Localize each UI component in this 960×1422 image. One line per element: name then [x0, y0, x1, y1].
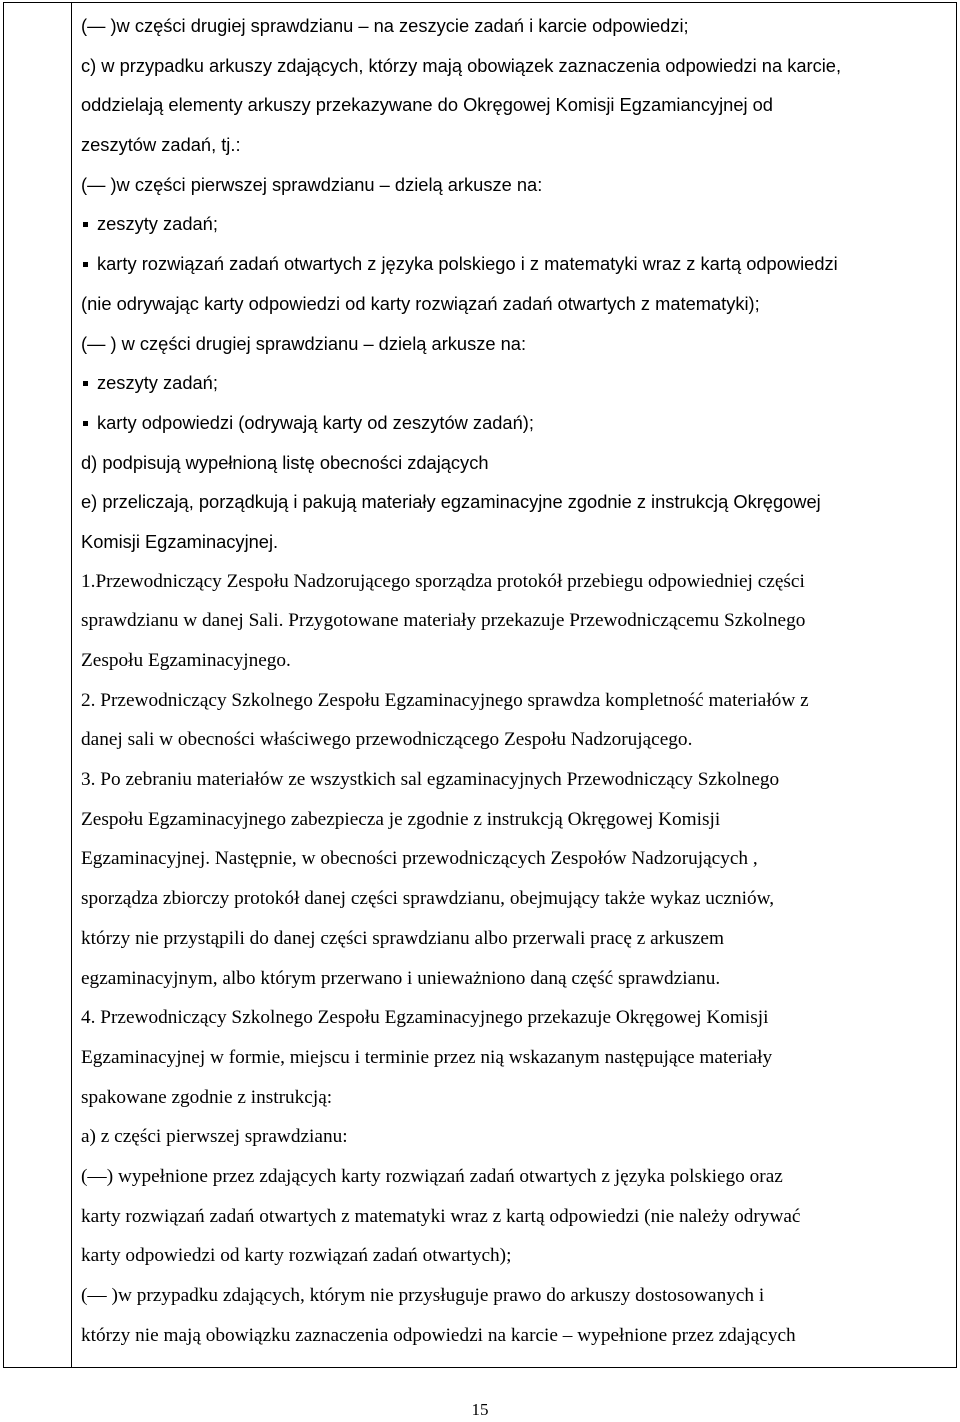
line-text: (— )w części pierwszej sprawdzianu – dzielą arkusze na:	[81, 173, 543, 195]
text-line	[81, 720, 953, 760]
text-line	[81, 681, 953, 721]
text-line	[81, 800, 953, 840]
line-text: (—) wypełnione przez zdających karty rozwiązań zadań otwartych z języka polskiego oraz	[81, 1165, 783, 1187]
line-text: 3. Po zebraniu materiałów ze wszystkich sal egzaminacyjnych Przewodniczący Szkolnego	[81, 769, 780, 791]
square-bullet-icon	[83, 262, 88, 267]
line-text: Komisji Egzaminacyjnej.	[81, 530, 279, 552]
square-bullet-icon	[83, 381, 88, 386]
page-number: 15	[471, 1400, 489, 1419]
text-line	[81, 1078, 953, 1118]
line-text: oddzielają elementy arkuszy przekazywane do Okręgowej Komisji Egzamiancyjnej od	[81, 94, 773, 116]
text-line	[81, 1157, 953, 1197]
line-text: d) podpisują wypełnioną listę obecności zdających	[81, 451, 489, 473]
line-text: danej sali w obecności właściwego przewodniczącego Zespołu Nadzorującego.	[81, 729, 693, 751]
text-line	[81, 284, 953, 324]
text-line	[81, 1276, 953, 1316]
line-text: którzy nie mają obowiązku zaznaczenia odpowiedzi na karcie – wypełnione przez zdających	[81, 1324, 796, 1346]
line-text: c) w przypadku arkuszy zdających, którzy mają obowiązek zaznaczenia odpowiedzi na karcie,	[81, 54, 842, 76]
line-text: zeszytów zadań, tj.:	[81, 134, 241, 156]
line-text: zeszyty zadań;	[97, 372, 218, 394]
left-margin-column	[4, 3, 72, 1367]
text-line	[81, 482, 953, 522]
line-text: którzy nie przystąpili do danej części sprawdzianu albo przerwali pracę z arkuszem	[81, 927, 724, 949]
text-line	[81, 879, 953, 919]
line-text: 1.Przewodniczący Zespołu Nadzorującego sporządza protokół przebiegu odpowiedniej części	[81, 570, 805, 592]
text-line	[81, 85, 953, 125]
text-line	[81, 601, 953, 641]
line-text: 2. Przewodniczący Szkolnego Zespołu Egzaminacyjnego sprawdza kompletność materiałów z	[81, 689, 809, 711]
line-text: Zespołu Egzaminacyjnego zabezpiecza je zgodnie z instrukcją Okręgowej Komisji	[81, 808, 721, 830]
bullet-line	[81, 363, 953, 403]
line-text: karty odpowiedzi od karty rozwiązań zadań otwartych);	[81, 1245, 512, 1267]
text-line	[81, 324, 953, 364]
bullet-line	[81, 244, 953, 284]
text-line	[81, 562, 953, 602]
line-text: sporządza zbiorczy protokół danej części sprawdzianu, obejmujący także wykaz uczniów,	[81, 888, 775, 910]
text-line	[81, 522, 953, 562]
line-text: (— )w przypadku zdających, którym nie przysługuje prawo do arkuszy dostosowanych i	[81, 1285, 765, 1306]
text-line	[81, 1038, 953, 1078]
line-text: Zespołu Egzaminacyjnego.	[81, 650, 291, 671]
text-line	[81, 443, 953, 483]
text-line	[81, 760, 953, 800]
line-text: 4. Przewodniczący Szkolnego Zespołu Egzaminacyjnego przekazuje Okręgowej Komisji	[81, 1007, 769, 1029]
text-line	[81, 1117, 953, 1157]
text-line	[81, 165, 953, 205]
text-line	[81, 998, 953, 1038]
line-text: e) przeliczają, porządkują i pakują materiały egzaminacyjne zgodnie z instrukcją Okręgowej	[81, 491, 821, 513]
line-text: (— )w części drugiej sprawdzianu – na zeszycie zadań i karcie odpowiedzi;	[81, 15, 689, 36]
text-line	[81, 6, 953, 46]
bullet-line	[81, 204, 953, 244]
line-text: a) z części pierwszej sprawdzianu:	[81, 1126, 348, 1148]
text-line	[81, 1197, 953, 1237]
line-text: (— ) w części drugiej sprawdzianu – dzielą arkusze na:	[81, 332, 527, 354]
text-line	[81, 839, 953, 879]
text-line	[81, 641, 953, 681]
text-line	[81, 1316, 953, 1356]
text-line	[81, 959, 953, 999]
square-bullet-icon	[83, 222, 88, 227]
line-text: Egzaminacyjnej w formie, miejscu i terminie przez nią wskazanym następujące materiały	[81, 1046, 773, 1068]
text-line	[81, 125, 953, 165]
document-frame	[3, 2, 957, 1368]
text-line	[81, 46, 953, 86]
line-text: spakowane zgodnie z instrukcją:	[81, 1086, 333, 1108]
line-text: karty rozwiązań zadań otwartych z języka polskiego i z matematyki wraz z kartą odpowiedzi	[97, 253, 838, 275]
line-text: karty rozwiązań zadań otwartych z matematyki wraz z kartą odpowiedzi (nie należy odrywać	[81, 1205, 801, 1227]
line-text: (nie odrywając karty odpowiedzi od karty rozwiązań zadań otwartych z matematyki);	[81, 292, 760, 314]
line-text: zeszyty zadań;	[97, 213, 218, 235]
line-text: Egzaminacyjnej. Następnie, w obecności przewodniczących Zespołów Nadzorujących ,	[81, 848, 758, 870]
line-text: sprawdzianu w danej Sali. Przygotowane materiały przekazuje Przewodniczącemu Szkolnego	[81, 610, 806, 632]
line-text: karty odpowiedzi (odrywają karty od zeszytów zadań);	[97, 411, 534, 433]
text-line	[81, 1236, 953, 1276]
line-text: egzaminacyjnym, albo którym przerwano i unieważniono daną część sprawdzianu.	[81, 967, 721, 989]
document-text	[81, 3, 953, 1355]
square-bullet-icon	[83, 421, 88, 426]
bullet-line	[81, 403, 953, 443]
text-line	[81, 919, 953, 959]
